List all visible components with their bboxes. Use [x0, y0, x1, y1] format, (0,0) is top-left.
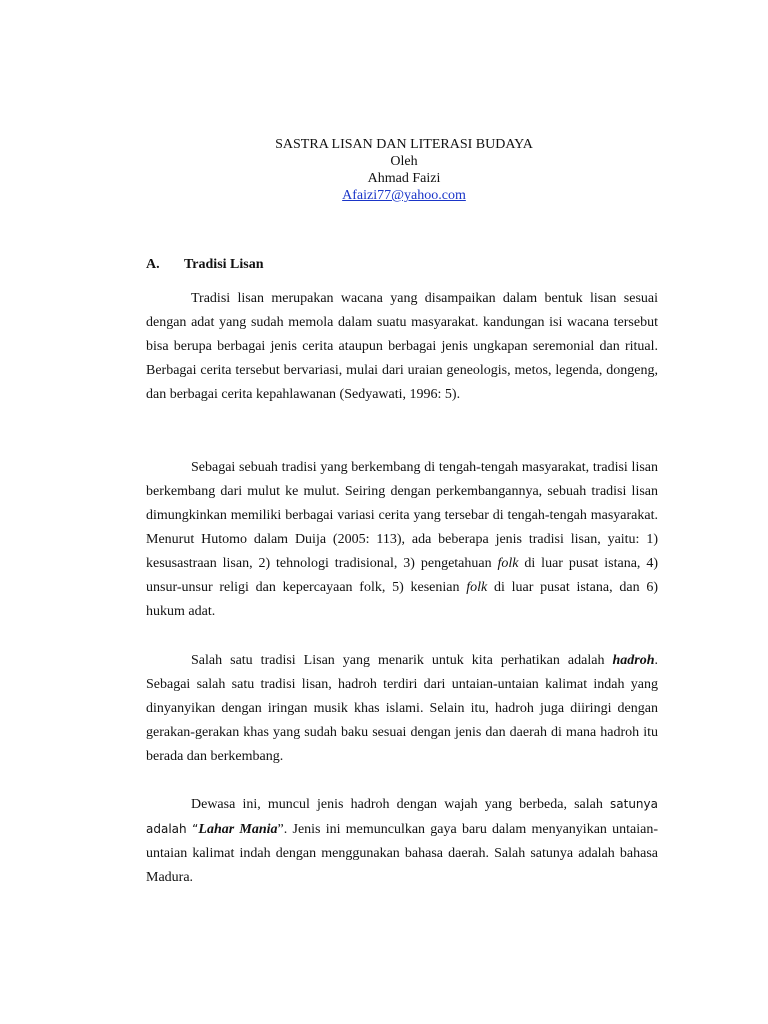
paragraph-4-text-a: Dewasa ini, muncul jenis hadroh dengan wajah yang berbeda, salah [191, 797, 611, 812]
paragraph-4 [146, 792, 658, 890]
byline-label: Oleh [390, 154, 418, 169]
paragraph-2-text-a: Sebagai sebuah tradisi yang berkembang di tengah-tengah masyarakat, tradisi lisan berkembang dari mulut ke mulut. Seiring dengan perkembangannya, sebuah tradisi lisan dimungkinkan memiliki berbagai variasi cerita yang tersebar di tengah-tengah masyarakat. Menurut Hutomo dalam Duija (2005: 113), ada beberapa jenis tradisi lisan, yaitu: 1) kesusastraan lisan, 2) tehnologi tradisional, 3) pengetahuan [146, 460, 658, 571]
paragraph-3-text-a: Salah satu tradisi Lisan yang menarik untuk kita perhatikan adalah [191, 653, 613, 668]
italic-term-folk: folk [466, 580, 488, 595]
section-heading [146, 256, 264, 273]
document-title: SASTRA LISAN DAN LITERASI BUDAYA [275, 137, 533, 152]
paragraph-1 [146, 287, 658, 407]
author-name: Ahmad Faizi [367, 171, 441, 186]
title-block [0, 136, 768, 204]
section-title: Tradisi Lisan [184, 257, 264, 272]
paragraph-4-closing-quote: ” [277, 822, 284, 837]
italic-term-folk: folk [497, 556, 519, 571]
section-number: A. [146, 257, 160, 272]
bold-italic-term-hadroh: hadroh [612, 653, 655, 668]
author-email-link[interactable]: Afaizi77@yahoo.com [342, 188, 466, 203]
paragraph-2 [146, 456, 658, 624]
paragraph-4-text-d: . Jenis ini memunculkan gaya baru dalam menyanyikan untaian-untaian kalimat indah dengan menggunakan bahasa daerah. Salah satunya adalah bahasa Madura. [146, 822, 659, 885]
paragraph-1-text: Tradisi lisan merupakan wacana yang disampaikan dalam bentuk lisan sesuai dengan adat yang sudah memola dalam suatu masyarakat. kandungan isi wacana tersebut bisa berupa berbagai jenis cerita ataupun berbagai jenis ungkapan seremonial dan ritual. Berbagai cerita tersebut bervariasi, mulai dari uraian geneologis, metos, legenda, dongeng, dan berbagai cerita kepahlawanan (Sedyawati, 1996: 5). [146, 291, 658, 402]
paragraph-3 [146, 649, 658, 769]
bold-italic-term-lahar-mania: Lahar Mania [198, 822, 278, 837]
paragraph-4-text-b: satunya adalah “ [146, 797, 658, 836]
paragraph-3-text-b: . Sebagai salah satu tradisi lisan, hadroh terdiri dari untaian-untaian kalimat indah yang dinyanyikan dengan iringan musik khas islami. Selain itu, hadroh juga diiringi dengan gerakan-gerakan khas yang sudah baku sesuai dengan jenis dan daerah di mana hadroh itu berada dan berkembang. [146, 653, 658, 764]
paragraph-2-text-c: di luar pusat istana, dan 6) hukum adat. [146, 580, 658, 619]
paragraph-2-text-b: di luar pusat istana, 4) unsur-unsur religi dan kepercayaan folk, 5) kesenian [146, 556, 658, 595]
